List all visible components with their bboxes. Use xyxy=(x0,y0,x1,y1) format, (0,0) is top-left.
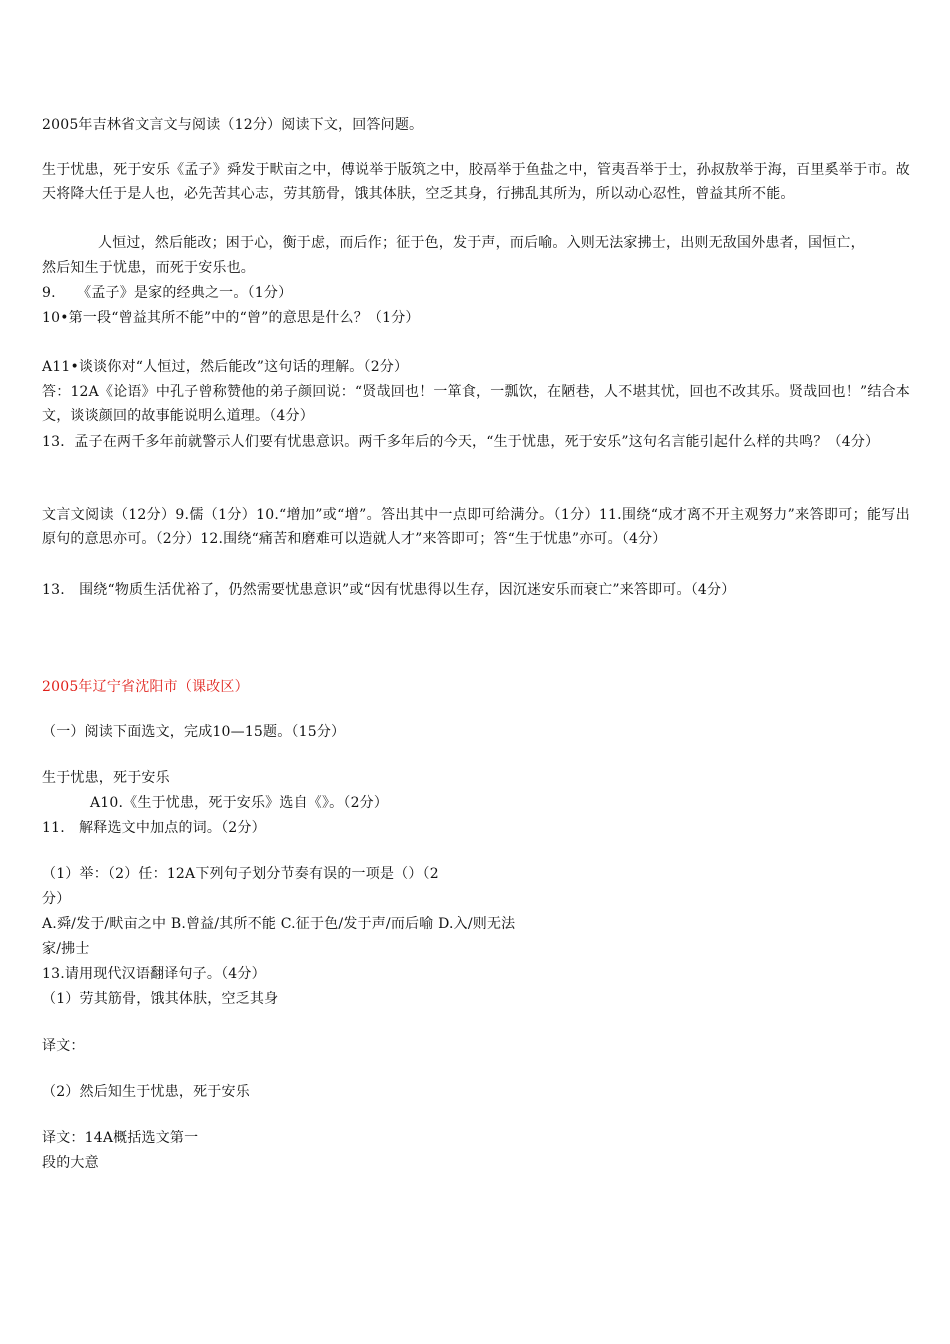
question-12: 答：12A《论语》中孔子曾称赞他的弟子颜回说：“贤哉回也！一箪食，一瓢饮，在陋巷，人不堪其忧，回也不改其乐。贤哉回也！”结合本文，谈谈颜回的故事能说明么道理。（4分） xyxy=(42,384,910,424)
section2-options-line-2: 家/拂士 xyxy=(42,941,90,957)
section2-translation-2-line-2: 段的大意 xyxy=(42,1155,99,1171)
section2-passage-title: 生于忧患，死于安乐 xyxy=(42,770,170,786)
question-9: 9. 《孟子》是家的经典之一。（1分） xyxy=(42,285,293,301)
section1-heading: 2005年吉林省文言文与阅读（12分）阅读下文，回答问题。 xyxy=(42,117,424,133)
section2-options-line-1: A.舜/发于/畎亩之中 B.曾益/其所不能 C.征于色/发于声/而后喻 D.入/则无法 xyxy=(42,916,516,932)
section2-question-13-2: （2）然后知生于忧患，死于安乐 xyxy=(42,1084,250,1100)
passage-paragraph-2-line-2: 然后知生于忧患，而死于安乐也。 xyxy=(42,260,255,276)
section2-translation-2: 译文：14A概括选文第一 xyxy=(42,1130,199,1146)
answer-13: 13. 围绕“物质生活优裕了，仍然需要忧患意识”或“因有忧患得以生存，因沉迷安乐而衰亡”来答即可。（4分） xyxy=(42,582,736,598)
section2-question-10: A10.《生于忧患，死于安乐》选自《》。（2分） xyxy=(90,795,389,811)
question-13: 13．孟子在两千多年前就警示人们要有忧患意识。两千多年后的今天，“生于忧患，死于安乐”这句名言能引起什么样的共鸣？（4分） xyxy=(42,434,880,450)
document-page xyxy=(42,0,912,1344)
section2-question-11-12-line-2: 分） xyxy=(42,891,71,907)
section2-question-13-1: （1）劳其筋骨，饿其体肤，空乏其身 xyxy=(42,991,279,1007)
section2-translation-1: 译文： xyxy=(42,1038,85,1054)
section2-question-11: 11. 解释选文中加点的词。（2分） xyxy=(42,820,266,836)
section2-intro: （一）阅读下面选文，完成10—15题。（15分） xyxy=(42,724,346,740)
section2-heading: 2005年辽宁省沈阳市（课改区） xyxy=(42,679,249,695)
passage-paragraph-1: 生于忧患，死于安乐《孟子》舜发于畎亩之中，傅说举于版筑之中，胶鬲举于鱼盐之中，管夷吾举于士，孙叔敖举于海，百里奚举于市。故天将降大任于是人也，必先苦其心志，劳其筋骨，饿其体肤，空乏其身，行拂乱其所为，所以动心忍性，曾益其所不能。 xyxy=(42,162,910,202)
question-11: A11•谈谈你对“人恒过，然后能改”这句话的理解。（2分） xyxy=(42,359,409,375)
section2-question-11-12-line-1: （1）举：（2）任：12A下列句子划分节奏有误的一项是（）（2 xyxy=(42,866,439,882)
question-10: 10•第一段“曾益其所不能”中的“曾”的意思是什么？（1分） xyxy=(42,310,420,326)
answer-block: 文言文阅读（12分）9.儒（1分）10.“增加”或“增”。答出其中一点即可给满分。（1分）11.围绕“成才离不开主观努力”来答即可；能写出原句的意思亦可。（2分）12.围绕“痛苦和磨难可以造就人才”来答即可；答“生于忧患”亦可。（4分） xyxy=(42,507,910,547)
section2-question-13: 13.请用现代汉语翻译句子。（4分） xyxy=(42,966,266,982)
passage-paragraph-2-line-1: 人恒过，然后能改；困于心，衡于虑，而后作；征于色，发于声，而后喻。入则无法家拂士，出则无敌国外患者，国恒亡， xyxy=(98,235,865,251)
